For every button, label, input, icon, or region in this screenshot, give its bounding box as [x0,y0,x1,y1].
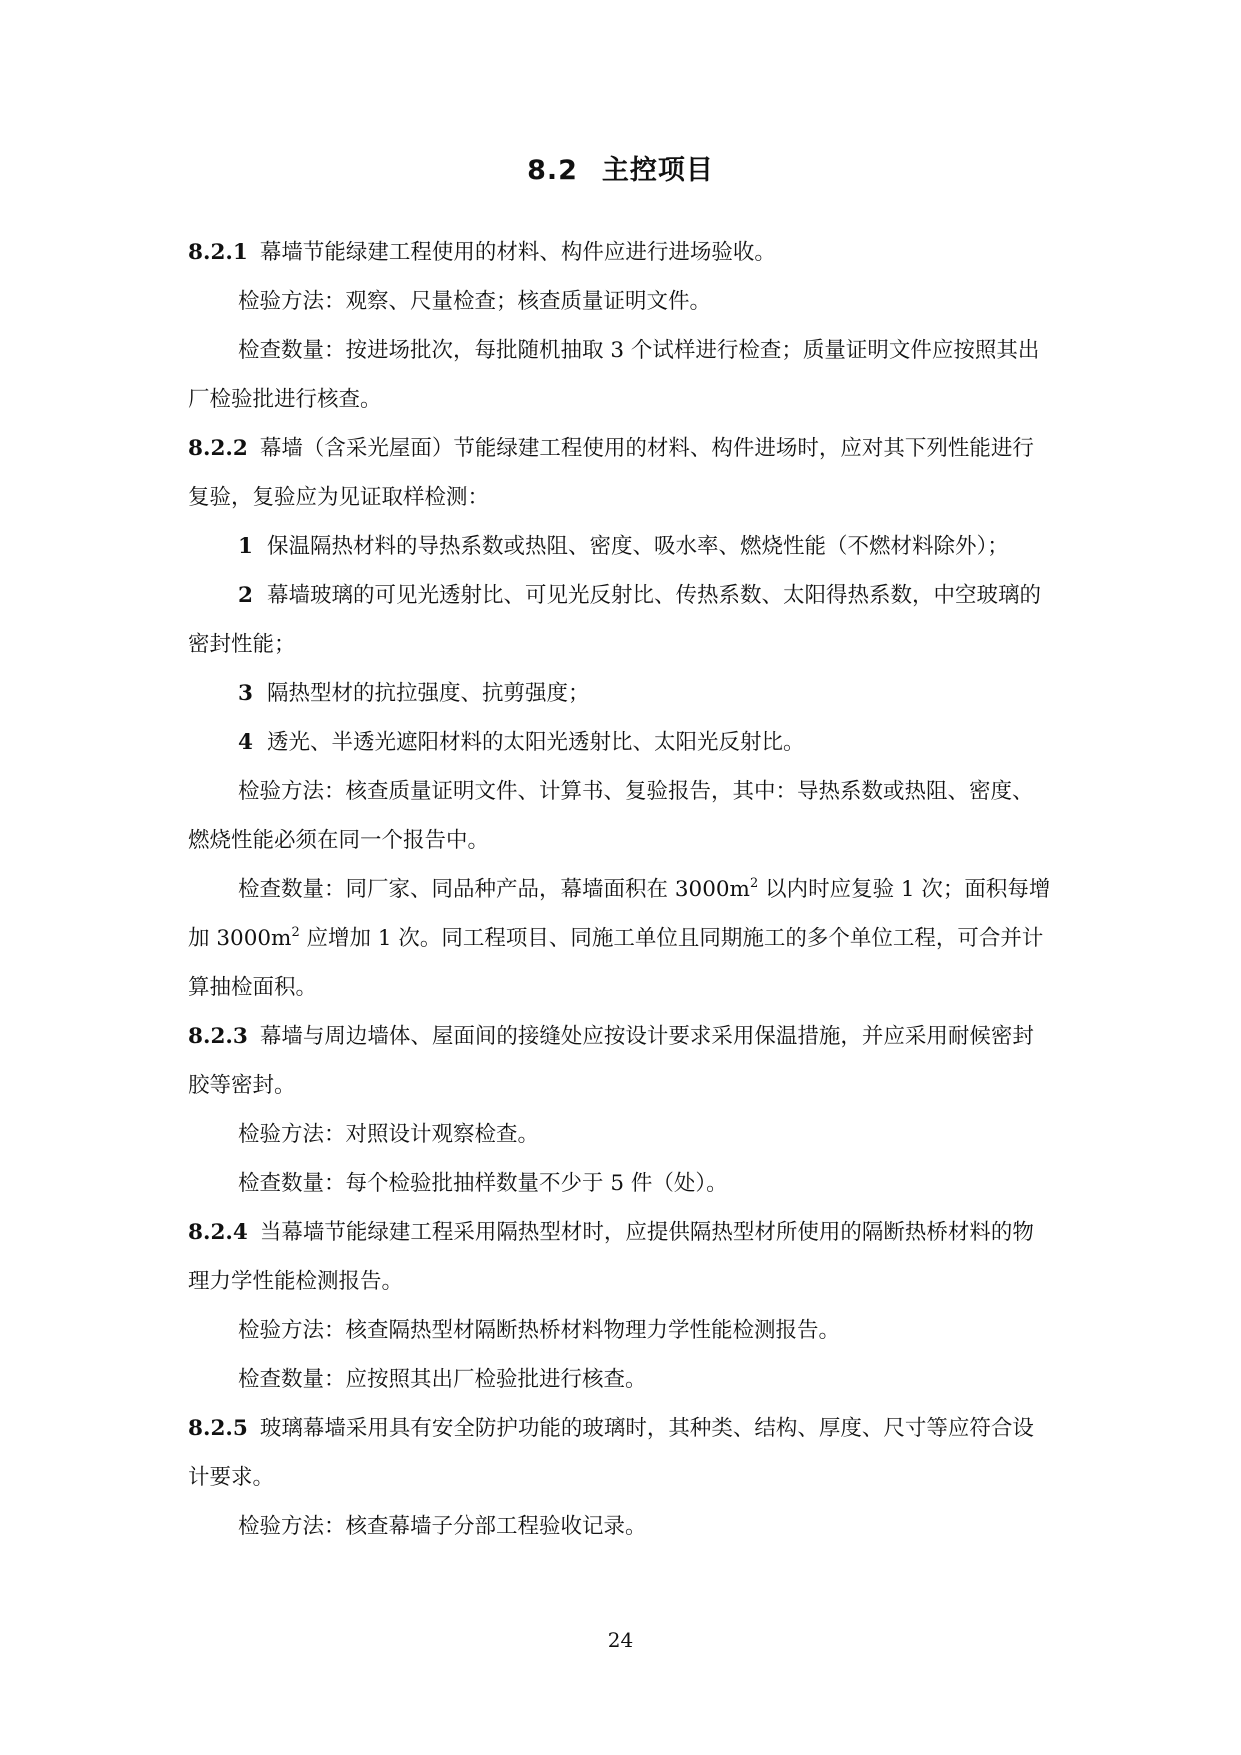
document-body [188,228,1054,1551]
list-item [188,669,1054,718]
inspection-method: 检验方法：核查隔热型材隔断热桥材料物理力学性能检测报告。 [238,1318,841,1343]
list-item [188,522,1054,571]
clause-number: 8.2.2 [188,436,248,461]
superscript-2: 2 [291,925,300,940]
inspection-method: 检验方法：核查幕墙子分部工程验收记录。 [238,1514,647,1539]
inspection-quantity: 检查数量：应按照其出厂检验批进行核查。 [238,1367,647,1392]
inspection-method: 检验方法：核查质量证明文件、计算书、复验报告，其中：导热系数或热阻、密度、燃烧性能必须在同一个报告中。 [188,779,1034,853]
clause-text: 当幕墙节能绿建工程采用隔热型材时，应提供隔热型材所使用的隔断热桥材料的物理力学性能检测报告。 [188,1220,1034,1294]
clause-text: 幕墙（含采光屋面）节能绿建工程使用的材料、构件进场时，应对其下列性能进行复验，复验应为见证取样检测： [188,436,1034,510]
clause-text: 幕墙节能绿建工程使用的材料、构件应进行进场验收。 [259,240,776,265]
clause-text: 玻璃幕墙采用具有安全防护功能的玻璃时，其种类、结构、厚度、尺寸等应符合设计要求。 [188,1416,1034,1490]
item-number: 1 [238,534,253,559]
page-number: 24 [607,1628,634,1652]
clause-number: 8.2.3 [188,1024,248,1049]
clause-8-2-5 [188,1404,1054,1502]
section-title: 主控项目 [601,155,714,186]
inspection-quantity: 检查数量：按进场批次，每批随机抽取 3 个试样进行检查；质量证明文件应按照其出厂检验批进行核查。 [188,338,1040,412]
item-number: 3 [238,681,253,706]
inspection-quantity: 检查数量：每个检验批抽样数量不少于 5 件（处）。 [238,1171,728,1196]
item-text: 幕墙玻璃的可见光透射比、可见光反射比、传热系数、太阳得热系数，中空玻璃的密封性能； [188,583,1041,657]
superscript-2: 2 [749,876,759,891]
inspection-quantity [188,865,1054,1012]
clause-8-2-3 [188,1012,1054,1110]
clause-8-2-2 [188,424,1054,522]
item-text: 保温隔热材料的导热系数或热阻、密度、吸水率、燃烧性能（不燃材料除外）； [266,534,1009,559]
quantity-text-b: 以内时应复验 1 次；面积每增加 3000m [188,877,1051,951]
clause-text: 幕墙与周边墙体、屋面间的接缝处应按设计要求采用保温措施，并应采用耐候密封胶等密封。 [188,1024,1034,1098]
item-text: 隔热型材的抗拉强度、抗剪强度； [266,681,590,706]
inspection-method: 检验方法：观察、尺量检查；核查质量证明文件。 [238,289,712,314]
item-number: 2 [238,583,253,608]
clause-number: 8.2.1 [188,240,248,265]
clause-number: 8.2.4 [188,1220,248,1245]
section-heading [0,148,1241,187]
quantity-text-c: 应增加 1 次。同工程项目、同施工单位且同期施工的多个单位工程，可合并计算抽检面积。 [188,926,1044,1000]
clause-number: 8.2.5 [188,1416,248,1441]
clause-8-2-4 [188,1208,1054,1306]
list-item [188,718,1054,767]
item-number: 4 [238,730,253,755]
quantity-text-a: 检查数量：同厂家、同品种产品，幕墙面积在 3000m [238,877,750,902]
item-text: 透光、半透光遮阳材料的太阳光透射比、太阳光反射比。 [266,730,805,755]
list-item [188,571,1054,669]
section-number: 8.2 [527,155,578,186]
inspection-method: 检验方法：对照设计观察检查。 [238,1122,540,1147]
clause-8-2-1 [188,228,1054,277]
